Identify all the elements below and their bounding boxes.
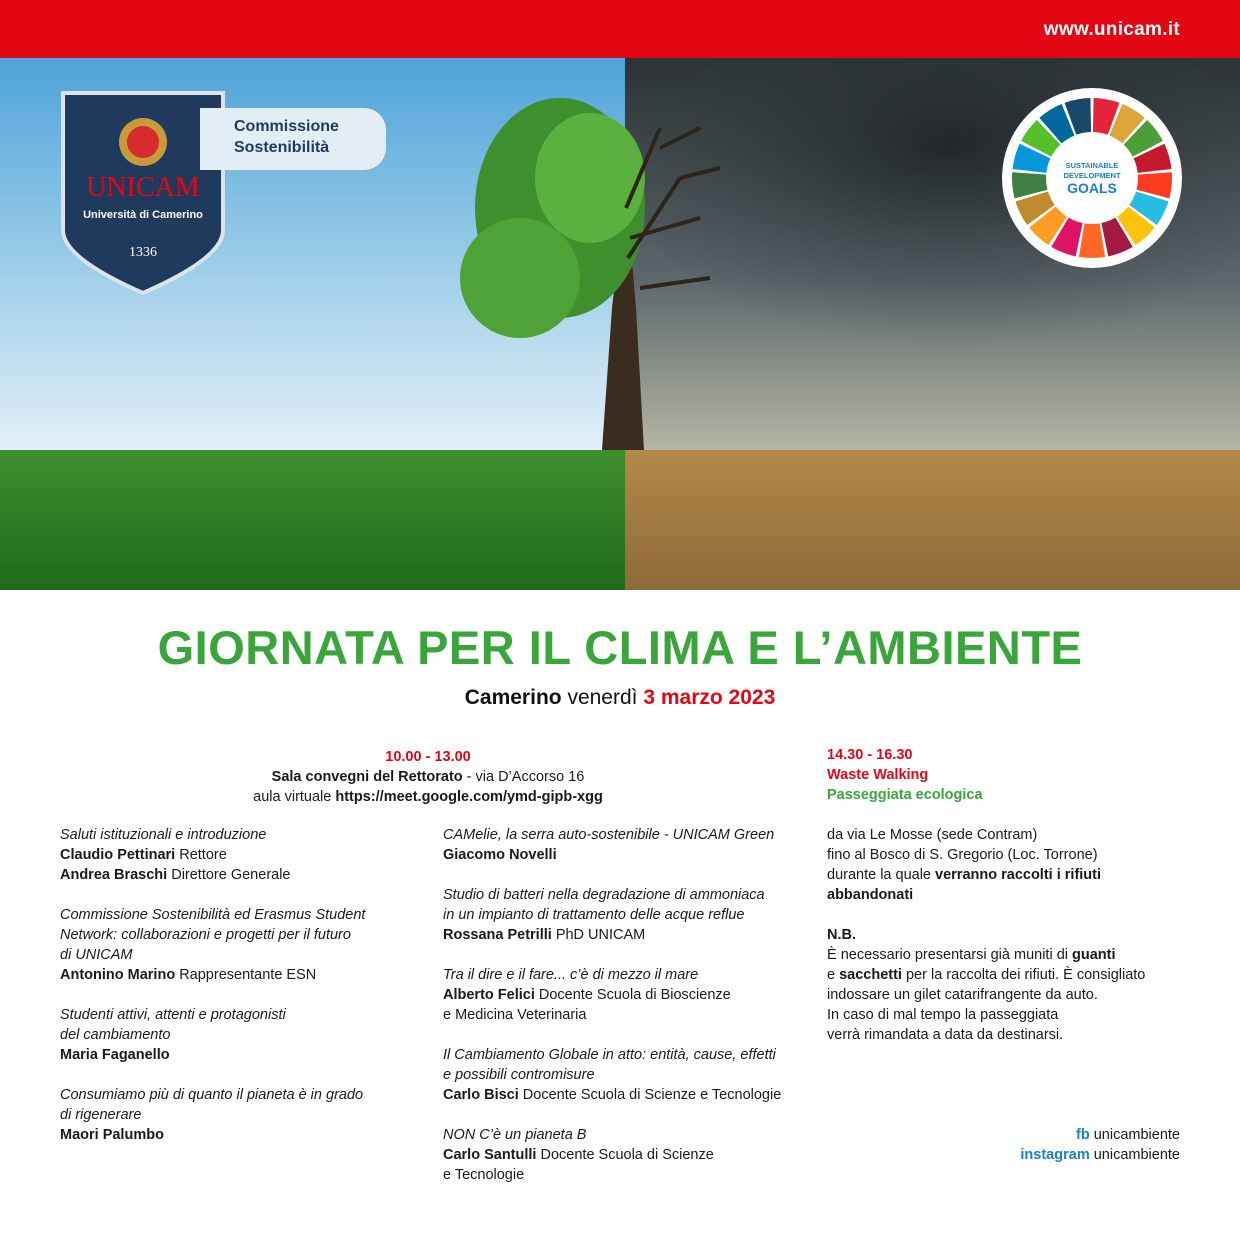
afternoon-desc: durante la quale verranno raccolti i rifiuti	[827, 867, 1102, 883]
talk-title: Network: collaborazioni e progetti per il futuro	[60, 927, 351, 943]
logo-year: 1336	[129, 245, 157, 260]
afternoon-subtitle: Passeggiata ecologica	[827, 787, 983, 803]
afternoon-time: 14.30 - 16.30	[827, 747, 913, 763]
talk-item	[443, 1045, 813, 1105]
talk-speaker: Alberto Felici Docente Scuola di Bioscienze	[443, 987, 731, 1003]
facebook-link[interactable]: fb unicambiente	[1076, 1127, 1180, 1143]
logo-name: UNICAM	[86, 172, 200, 203]
talk-speaker: Andrea Braschi Direttore Generale	[60, 867, 291, 883]
spacer	[827, 905, 1187, 925]
nb-text: verrà rimandata a data da destinarsi.	[827, 1027, 1064, 1043]
talks-left-column	[60, 825, 420, 1165]
morning-header	[160, 747, 696, 807]
talk-title: di rigenerare	[60, 1107, 142, 1123]
talk-speaker: Giacomo Novelli	[443, 847, 557, 863]
talk-speaker: Rossana Petrilli PhD UNICAM	[443, 927, 646, 943]
nb-text: indossare un gilet catarifrangente da auto.	[827, 987, 1098, 1003]
commission-label	[200, 108, 386, 170]
top-bar	[0, 0, 1240, 58]
sdg-line1: SUSTAINABLE	[1065, 161, 1119, 170]
morning-venue-line	[160, 767, 696, 787]
sdg-line2: DEVELOPMENT	[1063, 171, 1121, 180]
event-title: GIORNATA PER IL CLIMA E L’AMBIENTE	[157, 621, 1083, 674]
event-weekday: venerdì	[567, 686, 638, 709]
talk-item	[60, 825, 420, 885]
afternoon-desc: abbandonati	[827, 887, 914, 903]
talk-title: in un impianto di trattamento delle acque reflue	[443, 907, 745, 923]
afternoon-title: Waste Walking	[827, 767, 929, 783]
talk-speaker-extra: e Tecnologie	[443, 1167, 525, 1183]
talk-item	[60, 905, 420, 985]
talk-item	[443, 1125, 813, 1185]
morning-venue: Sala convegni del Rettorato	[271, 769, 463, 785]
talk-title: di UNICAM	[60, 947, 133, 963]
talk-title: Saluti istituzionali e introduzione	[60, 827, 267, 843]
talk-title: Consumiamo più di quanto il pianeta è in grado	[60, 1087, 364, 1103]
talk-title: e possibili contromisure	[443, 1067, 595, 1083]
talk-title: Studio di batteri nella degradazione di ammoniaca	[443, 887, 765, 903]
nb-text: e sacchetti per la raccolta dei rifiuti. È consigliato	[827, 967, 1146, 983]
website-link[interactable]: www.unicam.it	[1043, 19, 1180, 40]
talk-speaker: Carlo Bisci Docente Scuola di Scienze e Tecnologie	[443, 1087, 782, 1103]
event-subtitle	[0, 686, 1240, 710]
social-links	[1020, 1125, 1180, 1165]
morning-address: - via D’Accorso 16	[462, 769, 585, 785]
talk-title: Il Cambiamento Globale in atto: entità, cause, effetti	[443, 1047, 776, 1063]
sdg-line3: GOALS	[1067, 180, 1117, 196]
sdg-goals-badge	[1002, 88, 1182, 268]
talk-title: del cambiamento	[60, 1027, 171, 1043]
event-date: 3 marzo 2023	[643, 686, 776, 709]
afternoon-desc: fino al Bosco di S. Gregorio (Loc. Torrone)	[827, 847, 1098, 863]
instagram-link[interactable]: instagram unicambiente	[1020, 1147, 1180, 1163]
nb-label: N.B.	[827, 927, 856, 943]
morning-virtual-line	[160, 787, 696, 807]
virtual-link[interactable]: https://meet.google.com/ymd-gipb-xgg	[335, 789, 603, 805]
commission-line2: Sostenibilità	[234, 139, 330, 156]
talk-title: Studenti attivi, attenti e protagonisti	[60, 1007, 286, 1023]
talk-speaker: Maria Faganello	[60, 1047, 170, 1063]
talk-speaker-extra: e Medicina Veterinaria	[443, 1007, 587, 1023]
talk-title: Tra il dire e il fare... c’è di mezzo il mare	[443, 967, 699, 983]
commission-line1: Commissione	[234, 118, 339, 135]
talk-item	[443, 965, 813, 1025]
afternoon-desc: da via Le Mosse (sede Contram)	[827, 827, 1038, 843]
talk-item	[60, 1085, 420, 1145]
nb-text: In caso di mal tempo la passeggiata	[827, 1007, 1059, 1023]
talk-speaker: Carlo Santulli Docente Scuola di Scienze	[443, 1147, 714, 1163]
morning-time: 10.00 - 13.00	[385, 749, 471, 765]
talk-title: NON C’è un pianeta B	[443, 1127, 587, 1143]
nb-text: È necessario presentarsi già muniti di guanti	[827, 947, 1116, 963]
talk-item	[60, 1005, 420, 1065]
virtual-label: aula virtuale	[253, 789, 336, 805]
talk-speaker: Claudio Pettinari Rettore	[60, 847, 227, 863]
talk-title: CAMelie, la serra auto-sostenibile - UNICAM Green	[443, 827, 775, 843]
event-city: Camerino	[464, 686, 562, 709]
talk-speaker: Maori Palumbo	[60, 1127, 164, 1143]
spacer	[827, 805, 1187, 825]
talk-title: Commissione Sostenibilità ed Erasmus Student	[60, 907, 366, 923]
afternoon-column	[827, 745, 1187, 1045]
talk-item	[443, 885, 813, 945]
talk-speaker: Antonino Marino Rappresentante ESN	[60, 967, 317, 983]
talks-right-column	[443, 825, 813, 1205]
logo-university: Università di Camerino	[83, 209, 203, 221]
talk-item	[443, 825, 813, 865]
